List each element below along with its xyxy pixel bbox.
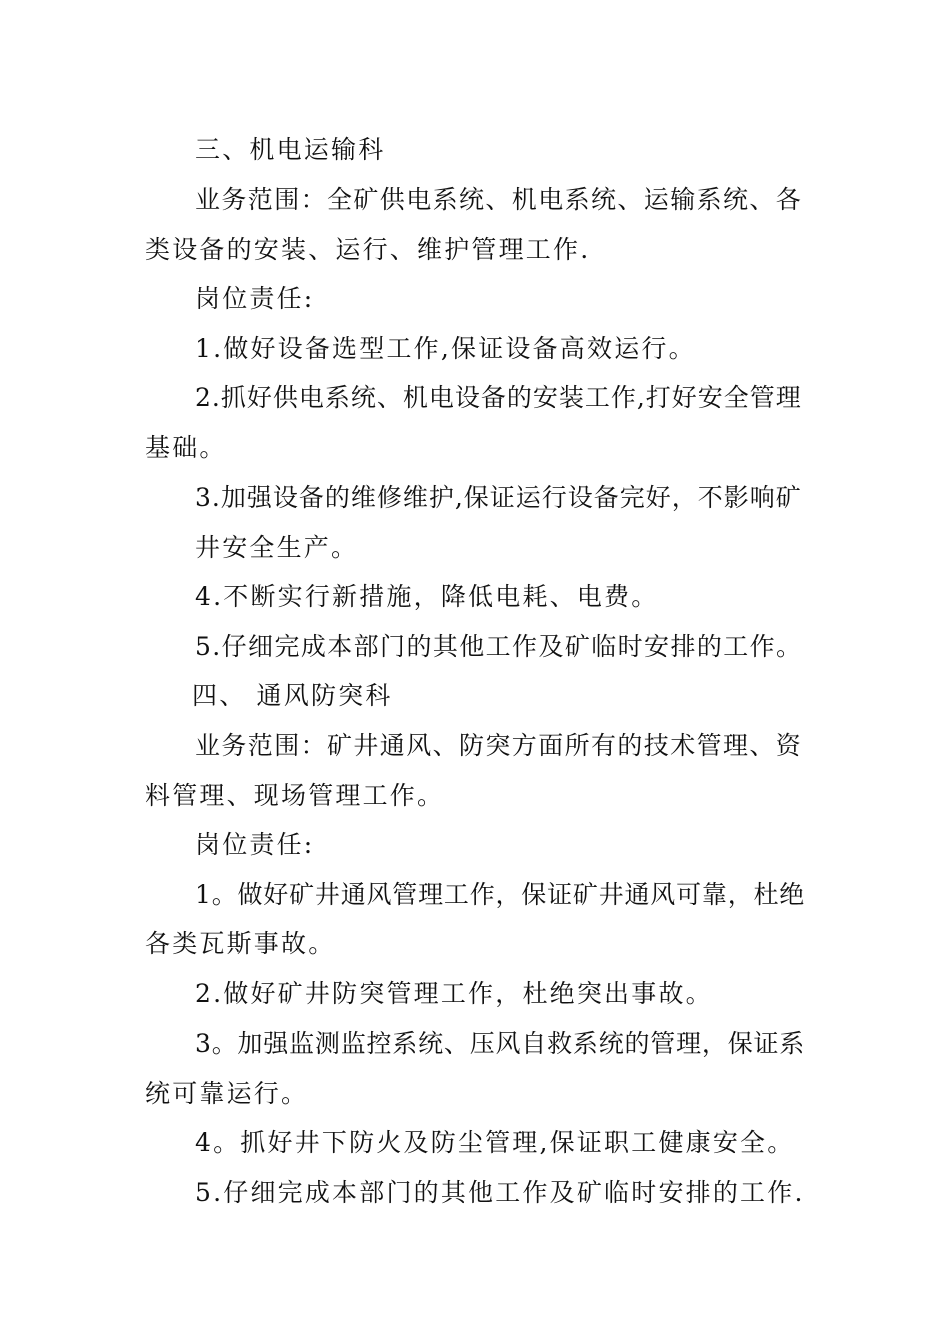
duty-item: 4。抓好井下防火及防尘管理,保证职工健康安全。 bbox=[195, 1128, 795, 1157]
duty-item: 2.抓好供电系统、机电设备的安装工作,打好安全管理 bbox=[195, 383, 802, 412]
duty-label: 岗位责任: bbox=[195, 830, 315, 859]
duty-item-continued: 各类瓦斯事故。 bbox=[145, 929, 336, 958]
scope-text-continued: 料管理、现场管理工作。 bbox=[145, 781, 445, 810]
duty-item: 3.加强设备的维修维护,保证运行设备完好，不影响矿 bbox=[195, 483, 802, 512]
duty-item: 4.不断实行新措施，降低电耗、电费。 bbox=[195, 582, 659, 611]
duty-item: 5.仔细完成本部门的其他工作及矿临时安排的工作. bbox=[195, 1178, 805, 1207]
scope-text: 业务范围：矿井通风、防突方面所有的技术管理、资 bbox=[195, 731, 803, 760]
duty-item: 3。加强监测监控系统、压风自救系统的管理，保证系 bbox=[195, 1029, 806, 1058]
duty-item-continued: 基础。 bbox=[145, 433, 227, 462]
scope-text: 业务范围：全矿供电系统、机电系统、运输系统、各 bbox=[195, 185, 803, 214]
duty-item: 5.仔细完成本部门的其他工作及矿临时安排的工作。 bbox=[195, 632, 803, 661]
duty-label: 岗位责任: bbox=[195, 284, 315, 313]
section-heading: 四、 通风防突科 bbox=[192, 681, 393, 710]
duty-item: 1.做好设备选型工作,保证设备高效运行。 bbox=[195, 334, 696, 363]
duty-item: 1。做好矿井通风管理工作，保证矿井通风可靠，杜绝 bbox=[195, 880, 806, 909]
scope-text-continued: 类设备的安装、运行、维护管理工作. bbox=[145, 235, 591, 264]
section-heading: 三、机电运输科 bbox=[195, 135, 386, 164]
duty-item-continued: 统可靠运行。 bbox=[145, 1079, 309, 1108]
duty-item-continued: 井安全生产。 bbox=[195, 533, 359, 562]
duty-item: 2.做好矿井防突管理工作，杜绝突出事故。 bbox=[195, 979, 713, 1008]
